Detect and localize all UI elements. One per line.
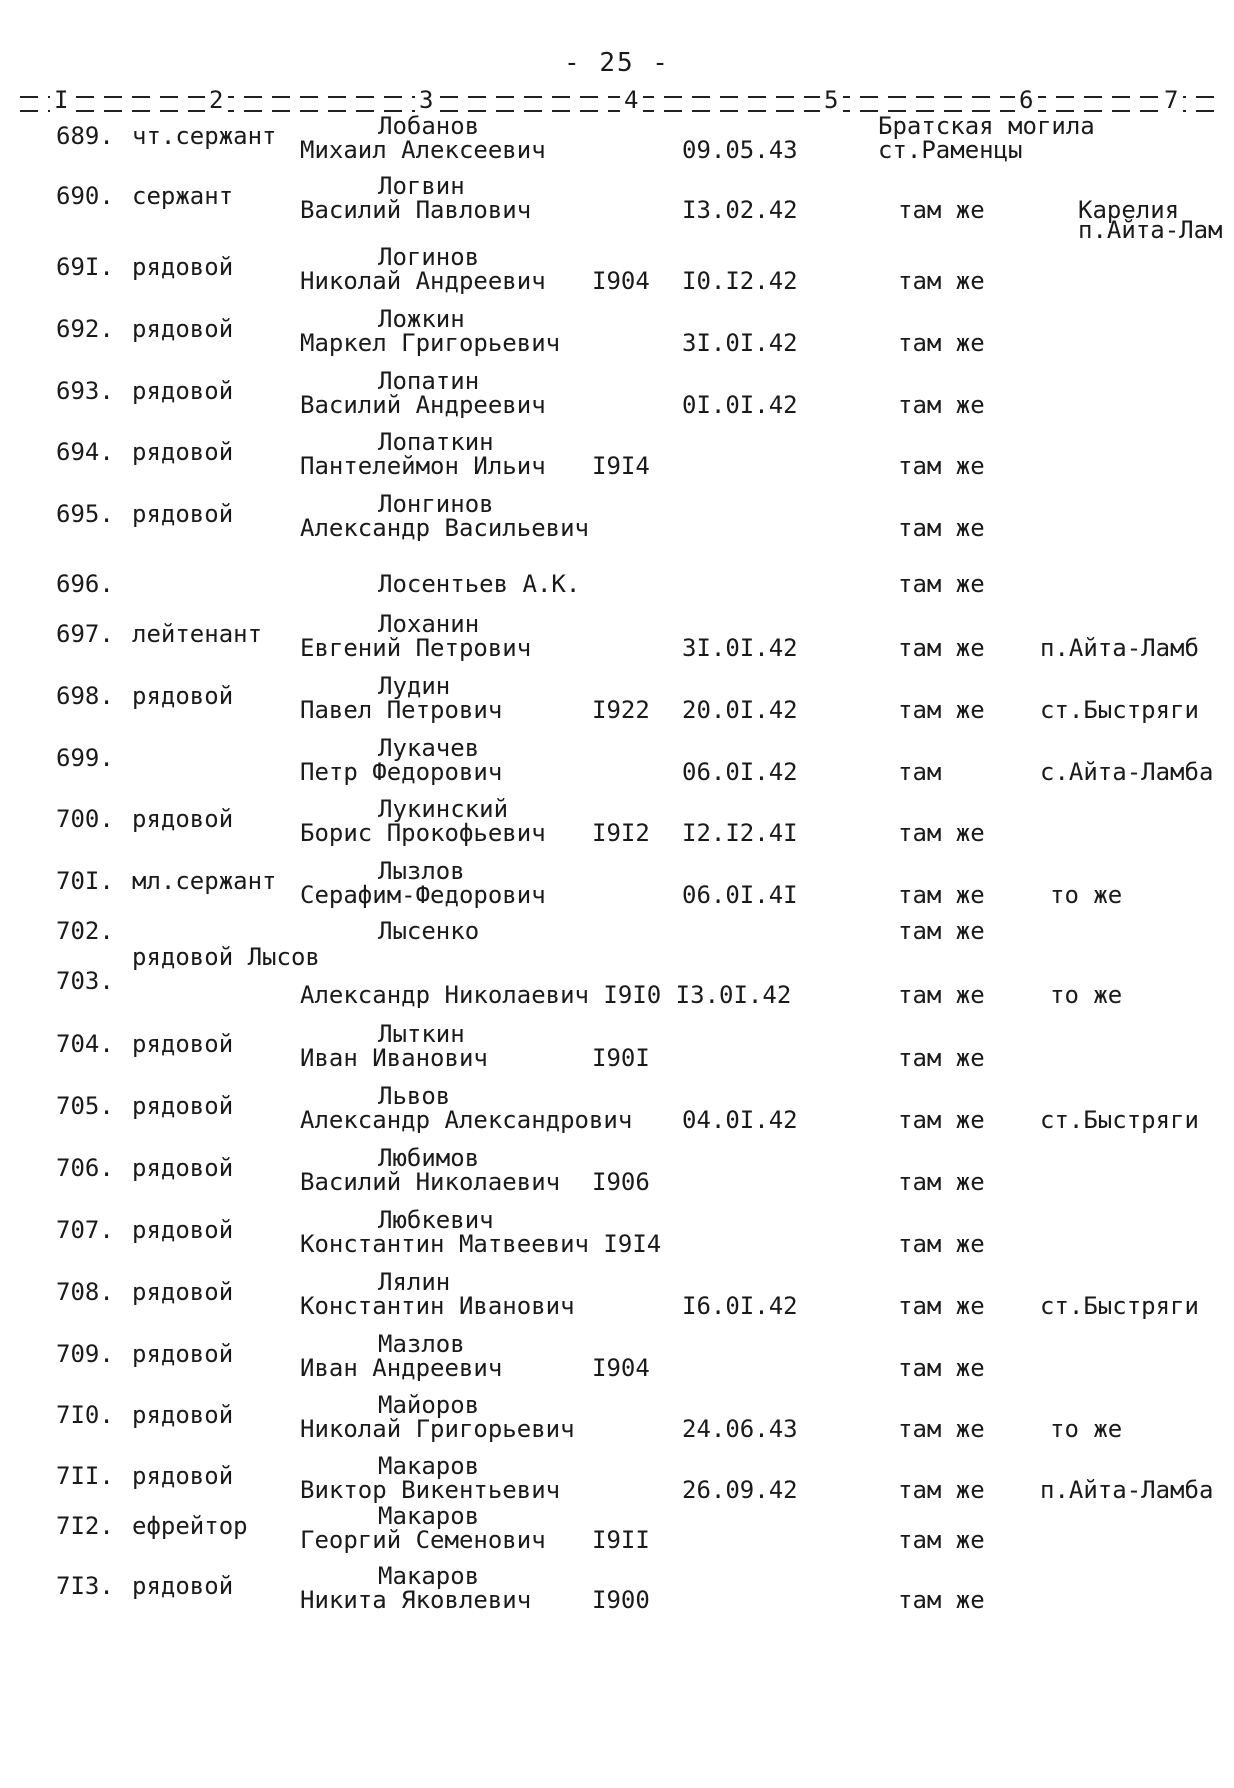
location: п.Айта-Ламб [1040, 634, 1199, 662]
death-date: 09.05.43 [682, 136, 798, 164]
rank: мл.сержант [132, 867, 277, 895]
header-dash [468, 96, 486, 98]
rank: рядовой [132, 1278, 234, 1306]
header-dash [1140, 110, 1158, 112]
burial-place: там же [898, 819, 985, 847]
header-dash [664, 110, 682, 112]
burial-place: там же [898, 634, 985, 662]
location: то же [1050, 1415, 1123, 1443]
birth-year: I906 [592, 1168, 650, 1196]
rank: рядовой [132, 315, 234, 343]
header-dash [692, 96, 710, 98]
rank: ефрейтор [132, 1512, 248, 1540]
header-dash [300, 110, 318, 112]
surname: Лукинский [378, 795, 509, 823]
surname: Мазлов [378, 1330, 465, 1358]
given-names: Маркел Григорьевич [300, 329, 561, 357]
header-dash [524, 96, 542, 98]
record-number: 702. [56, 917, 114, 945]
rank: рядовой [132, 438, 234, 466]
rank: рядовой [132, 500, 234, 528]
birth-year: I9I4 [592, 452, 650, 480]
header-dash [580, 96, 598, 98]
burial-place: там же [898, 696, 985, 724]
rank: лейтенант [132, 620, 263, 648]
burial-place: там же [898, 917, 985, 945]
header-dash [328, 110, 346, 112]
surname: Лобанов [378, 112, 480, 140]
given-names: Константин Иванович [300, 1292, 575, 1320]
burial-place: Братская могила [878, 112, 1095, 140]
burial-place: там же [898, 1476, 985, 1504]
column-number: 2 [205, 86, 228, 114]
record-number: 694. [56, 438, 114, 466]
header-dash [160, 110, 178, 112]
death-date: 0I.0I.42 [682, 391, 798, 419]
surname: Любимов [378, 1144, 480, 1172]
record-number: 707. [56, 1216, 114, 1244]
record-number: 690. [56, 182, 114, 210]
burial-place: там же [898, 981, 985, 1009]
header-dash [972, 96, 990, 98]
header-dash [664, 96, 682, 98]
record-number: 70I. [56, 867, 114, 895]
rank: рядовой [132, 1462, 234, 1490]
header-dash [776, 110, 794, 112]
given-names: Василий Андреевич [300, 391, 546, 419]
header-dash [300, 96, 318, 98]
surname: Логвин [378, 172, 465, 200]
header-dash [76, 96, 94, 98]
record-number: 700. [56, 805, 114, 833]
given-names: Василий Павлович [300, 196, 532, 224]
column-number: I [50, 86, 73, 114]
record-number: 693. [56, 377, 114, 405]
header-dash [188, 96, 206, 98]
surname: Макаров [378, 1562, 480, 1590]
header-dash [524, 110, 542, 112]
death-date: I0.I2.42 [682, 267, 798, 295]
given-names: Евгений Петрович [300, 634, 532, 662]
location: ст.Быстряги [1040, 696, 1199, 724]
header-dash [580, 110, 598, 112]
surname: Макаров [378, 1452, 480, 1480]
header-dash [1112, 96, 1130, 98]
column-number: 4 [620, 86, 643, 114]
death-date: 26.09.42 [682, 1476, 798, 1504]
record-number: 708. [56, 1278, 114, 1306]
header-dash [692, 110, 710, 112]
rank: рядовой [132, 1401, 234, 1429]
birth-year: I922 [592, 696, 650, 724]
surname: Лонгинов [378, 490, 494, 518]
location: то же [1050, 881, 1123, 909]
header-dash [132, 96, 150, 98]
burial-place: там [898, 758, 942, 786]
page-number: - 25 - [564, 48, 670, 78]
death-date: 06.0I.4I [682, 881, 798, 909]
location: ст.Быстряги [1040, 1292, 1199, 1320]
surname: Майоров [378, 1391, 480, 1419]
record-number: 7II. [56, 1462, 114, 1490]
given-names: Иван Андреевич [300, 1354, 503, 1382]
header-dash [1196, 96, 1214, 98]
death-date: I2.I2.4I [682, 819, 798, 847]
header-dash [20, 96, 38, 98]
record-number: 69I. [56, 253, 114, 281]
death-date: I6.0I.42 [682, 1292, 798, 1320]
surname: Лосентьев А.К. [378, 570, 581, 598]
location: то же [1050, 981, 1123, 1009]
header-dash [272, 110, 290, 112]
given-names: Константин Матвеевич I9I4 [300, 1230, 662, 1258]
burial-place: там же [898, 1292, 985, 1320]
column-number: 6 [1015, 86, 1038, 114]
column-number: 7 [1160, 86, 1183, 114]
burial-place: там же [898, 452, 985, 480]
burial-place: там же [898, 570, 985, 598]
header-dash [748, 110, 766, 112]
given-names: Иван Иванович [300, 1044, 488, 1072]
rank: рядовой [132, 682, 234, 710]
location-line2: п.Айта-Лам [1078, 216, 1223, 244]
header-dash [916, 96, 934, 98]
surname: Лопатин [378, 367, 480, 395]
death-date: I3.02.42 [682, 196, 798, 224]
birth-year: I904 [592, 1354, 650, 1382]
rank: рядовой [132, 1572, 234, 1600]
given-names: Павел Петрович [300, 696, 503, 724]
given-names: Николай Григорьевич [300, 1415, 575, 1443]
given-names: Виктор Викентьевич [300, 1476, 561, 1504]
burial-place: там же [898, 514, 985, 542]
given-names: Петр Федорович [300, 758, 503, 786]
header-dash [776, 96, 794, 98]
record-number: 704. [56, 1030, 114, 1058]
column-number: 5 [820, 86, 843, 114]
rank: рядовой [132, 1154, 234, 1182]
header-dash [496, 110, 514, 112]
given-names: Александр Николаевич I9I0 I3.0I.42 [300, 981, 792, 1009]
record-number: 706. [56, 1154, 114, 1182]
header-dash [552, 96, 570, 98]
surname: Макаров [378, 1502, 480, 1530]
burial-place: там же [898, 881, 985, 909]
death-date: 04.0I.42 [682, 1106, 798, 1134]
burial-place: там же [898, 1168, 985, 1196]
birth-year: I9II [592, 1526, 650, 1554]
burial-place: там же [898, 391, 985, 419]
location: Карелия [1078, 196, 1180, 224]
header-dash [860, 96, 878, 98]
record-number: 695. [56, 500, 114, 528]
birth-year: I9I2 [592, 819, 650, 847]
surname: Лоханин [378, 610, 480, 638]
surname: Лялин [378, 1268, 451, 1296]
given-names: Александр Александрович [300, 1106, 633, 1134]
rank: рядовой [132, 1092, 234, 1120]
birth-year: I904 [592, 267, 650, 295]
header-dash [132, 110, 150, 112]
given-names: Борис Прокофьевич [300, 819, 546, 847]
record-number: 699. [56, 744, 114, 772]
header-dash [20, 110, 38, 112]
header-dash [104, 96, 122, 98]
burial-place: там же [898, 267, 985, 295]
record-number: 689. [56, 122, 114, 150]
column-number: 3 [415, 86, 438, 114]
header-dash [496, 96, 514, 98]
burial-place: там же [898, 1586, 985, 1614]
burial-place: там же [898, 1354, 985, 1382]
record-number: 7I3. [56, 1572, 114, 1600]
rank: рядовой Лысов [132, 943, 320, 971]
record-number: 696. [56, 570, 114, 598]
record-number: 709. [56, 1340, 114, 1368]
burial-place: там же [898, 1106, 985, 1134]
death-date: 3I.0I.42 [682, 634, 798, 662]
header-dash [384, 96, 402, 98]
death-date: 06.0I.42 [682, 758, 798, 786]
header-dash [356, 110, 374, 112]
rank: чт.сержант [132, 122, 277, 150]
rank: рядовой [132, 253, 234, 281]
given-names: Василий Николаевич [300, 1168, 561, 1196]
burial-place: там же [898, 1230, 985, 1258]
header-dash [328, 96, 346, 98]
death-date: 3I.0I.42 [682, 329, 798, 357]
header-dash [1140, 96, 1158, 98]
header-dash [1112, 110, 1130, 112]
header-dash [1196, 110, 1214, 112]
given-names: Николай Андреевич [300, 267, 546, 295]
header-dash [160, 96, 178, 98]
burial-place: там же [898, 1044, 985, 1072]
burial-place: там же [898, 1415, 985, 1443]
header-dash [356, 96, 374, 98]
rank: рядовой [132, 1216, 234, 1244]
surname: Лыткин [378, 1020, 465, 1048]
death-date: 20.0I.42 [682, 696, 798, 724]
location: ст.Быстряги [1040, 1106, 1199, 1134]
given-names: Михаил Алексеевич [300, 136, 546, 164]
header-dash [860, 110, 878, 112]
header-dash [944, 96, 962, 98]
record-number: 703. [56, 967, 114, 995]
record-number: 7I2. [56, 1512, 114, 1540]
given-names: Серафим-Федорович [300, 881, 546, 909]
surname: Любкевич [378, 1206, 494, 1234]
surname: Лудин [378, 672, 451, 700]
surname: Лысенко [378, 917, 480, 945]
rank: рядовой [132, 377, 234, 405]
burial-place: там же [898, 196, 985, 224]
record-number: 692. [56, 315, 114, 343]
header-dash [748, 96, 766, 98]
surname: Лопаткин [378, 428, 494, 456]
header-dash [1056, 96, 1074, 98]
header-dash [188, 110, 206, 112]
given-names: Никита Яковлевич [300, 1586, 532, 1614]
given-names: Георгий Семенович [300, 1526, 546, 1554]
burial-place-line2: ст.Раменцы [878, 136, 1023, 164]
record-number: 7I0. [56, 1401, 114, 1429]
header-dash [244, 110, 262, 112]
record-number: 698. [56, 682, 114, 710]
location: с.Айта-Ламба [1040, 758, 1214, 786]
header-dash [440, 96, 458, 98]
rank: рядовой [132, 805, 234, 833]
header-dash [104, 110, 122, 112]
burial-place: там же [898, 1526, 985, 1554]
surname: Лукачев [378, 734, 480, 762]
rank: сержант [132, 182, 234, 210]
surname: Логинов [378, 243, 480, 271]
header-dash [244, 96, 262, 98]
location: п.Айта-Ламба [1040, 1476, 1214, 1504]
death-date: 24.06.43 [682, 1415, 798, 1443]
header-dash [76, 110, 94, 112]
header-dash [272, 96, 290, 98]
given-names: Пантелеймон Ильич [300, 452, 546, 480]
burial-place: там же [898, 329, 985, 357]
record-number: 705. [56, 1092, 114, 1120]
record-number: 697. [56, 620, 114, 648]
surname: Львов [378, 1082, 451, 1110]
header-dash [1084, 96, 1102, 98]
rank: рядовой [132, 1030, 234, 1058]
surname: Лызлов [378, 857, 465, 885]
header-dash [888, 96, 906, 98]
rank: рядовой [132, 1340, 234, 1368]
given-names: Александр Васильевич [300, 514, 589, 542]
header-dash [720, 110, 738, 112]
birth-year: I900 [592, 1586, 650, 1614]
surname: Ложкин [378, 305, 465, 333]
birth-year: I90I [592, 1044, 650, 1072]
header-dash [720, 96, 738, 98]
header-dash [552, 110, 570, 112]
